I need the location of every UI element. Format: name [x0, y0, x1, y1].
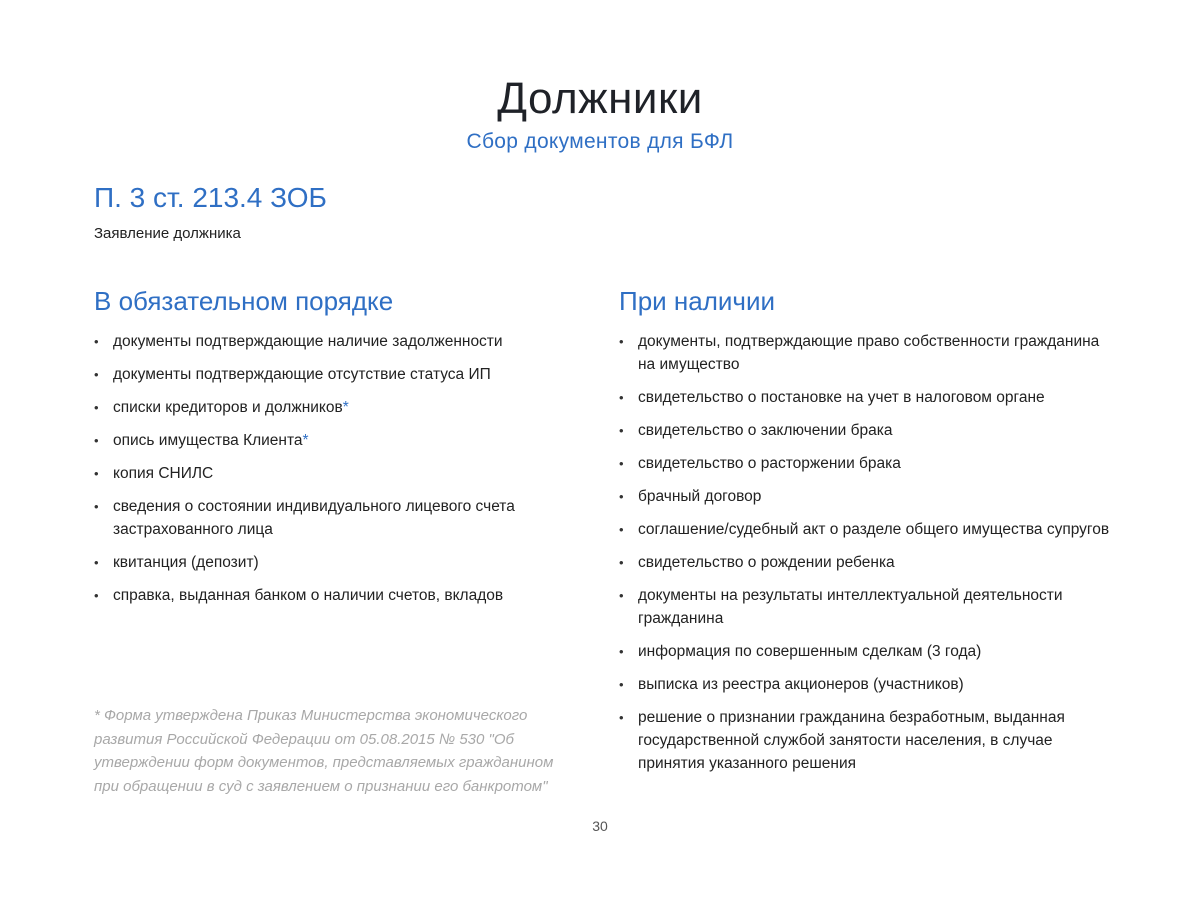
footnote: * Форма утверждена Приказ Министерства экономического развития Российской Федерации от 05.08.2015 № 530 "Об утверждении форм документов, представляемых гражданином при обращении в суд с заявлением о признании его банкротом" [94, 707, 554, 795]
list-item: • свидетельство о постановке на учет в налоговом органе [619, 386, 1119, 409]
mandatory-title: В обязательном порядке [94, 286, 394, 316]
asterisk-mark: * [342, 399, 349, 416]
bullet-icon: • [619, 423, 624, 438]
bullet-icon: • [619, 644, 624, 659]
bullet-icon: • [94, 367, 99, 382]
bullet-icon: • [94, 555, 99, 570]
list-item: • выписка из реестра акционеров (участников) [619, 673, 1119, 696]
bullet-icon: • [619, 334, 624, 349]
bullet-icon: • [619, 522, 624, 537]
bullet-icon: • [619, 710, 624, 725]
bullet-icon: • [619, 677, 624, 692]
list-item: • документы подтверждающие наличие задолженности [94, 330, 574, 353]
mandatory-list [94, 330, 574, 607]
list-item: • информация по совершенным сделкам (3 года) [619, 640, 1119, 663]
list-item: • решение о признании гражданина безработным, выданная государственной службой занятости населения, в случае принятия указанного решения [619, 706, 1119, 775]
page-subtitle: Сбор документов для БФЛ [466, 130, 734, 153]
section-heading: П. 3 ст. 213.4 ЗОБ [94, 182, 327, 213]
optional-column [619, 284, 1119, 785]
list-item: • соглашение/судебный акт о разделе общего имущества супругов [619, 518, 1119, 541]
list-item: • документы подтверждающие отсутствие статуса ИП [94, 363, 574, 386]
list-item: • свидетельство о расторжении брака [619, 452, 1119, 475]
list-item: • опись имущества Клиента* [94, 429, 574, 452]
bullet-icon: • [94, 588, 99, 603]
bullet-icon: • [619, 390, 624, 405]
bullet-icon: • [94, 433, 99, 448]
bullet-icon: • [619, 555, 624, 570]
page-title: Должники [497, 74, 703, 123]
list-item: • документы, подтверждающие право собственности гражданина на имущество [619, 330, 1119, 376]
list-item: • справка, выданная банком о наличии счетов, вкладов [94, 584, 574, 607]
section-description: Заявление должника [94, 225, 241, 242]
bullet-icon: • [619, 588, 624, 603]
bullet-icon: • [94, 400, 99, 415]
bullet-icon: • [619, 456, 624, 471]
optional-title: При наличии [619, 286, 775, 316]
list-item: • списки кредиторов и должников* [94, 396, 574, 419]
mandatory-column [94, 284, 574, 617]
bullet-icon: • [619, 489, 624, 504]
asterisk-mark: * [302, 432, 309, 449]
list-item: • свидетельство о рождении ребенка [619, 551, 1119, 574]
list-item: • документы на результаты интеллектуальной деятельности гражданина [619, 584, 1119, 630]
bullet-icon: • [94, 334, 99, 349]
list-item: • копия СНИЛС [94, 462, 574, 485]
bullet-icon: • [94, 499, 99, 514]
list-item: • сведения о состоянии индивидуального лицевого счета застрахованного лица [94, 495, 574, 541]
list-item: • брачный договор [619, 485, 1119, 508]
list-item: • свидетельство о заключении брака [619, 419, 1119, 442]
bullet-icon: • [94, 466, 99, 481]
optional-list [619, 330, 1119, 775]
list-item: • квитанция (депозит) [94, 551, 574, 574]
page-number: 30 [592, 818, 608, 834]
